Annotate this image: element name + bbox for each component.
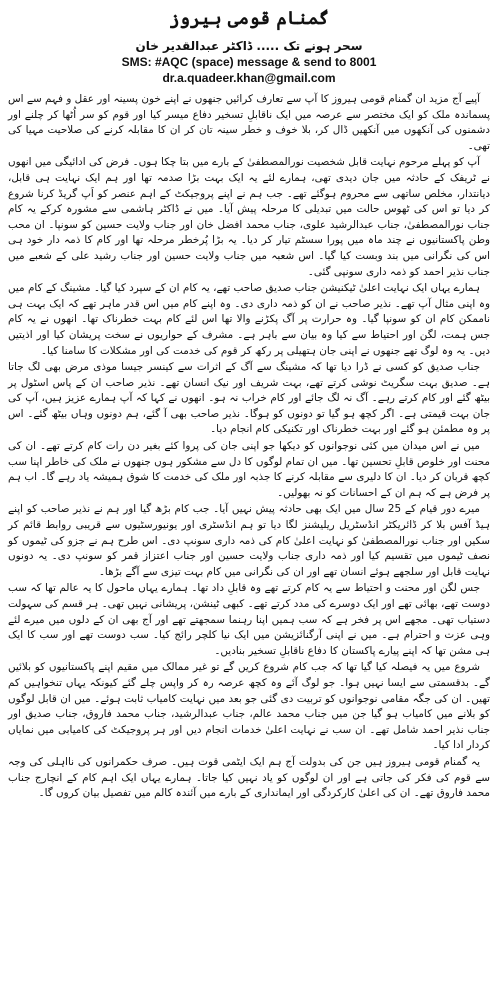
article-paragraph: شروع میں یہ فیصلہ کیا گیا تھا کہ جب کام شروع کریں گے تو غیر ممالک میں مقیم اپنے پاکستانیوں کو بلائیں گے۔ بدقسمتی سے ایسا نہیں ہوا۔ جو لوگ آئے وہ کچھ عرصہ رہ کر واپس چلے گئے کیونکہ یہاں تنخواہیں کم تھیں۔ ان کی جگہ مقامی نوجوانوں کو تربیت دی گئی جو بعد میں نہایت کامیاب ثابت ہوئے۔ میں ان قابل لوگوں کو بلانے میں کامیاب ہو گیا جن میں جناب محمد عالم، جناب عبدالرشید، جناب محمد فاروق، جناب صدیق اور جناب نذیر احمد شامل تھے۔ ان سب نے نہایت اعلیٰ خدمات انجام دیں اور ہر پروجیکٹ کی کامیابی میں نمایاں کردار ادا کیا۔	[8, 661, 490, 752]
article-paragraph: یہ گمنام قومی ہیروز ہیں جن کی بدولت آج ہم ایک ایٹمی قوت ہیں۔ صرف حکمرانوں کی نااہلی کی وجہ سے قوم کی فکر کی جاتی ہے اور ان لوگوں کو یاد نہیں کیا جاتا۔ ہمارے یہاں ایک اہم کام کے انچارج جناب محمد فاروق تھے۔ ان کی اعلیٰ کارکردگی اور ایمانداری کے بارے میں آئندہ کالم میں تفصیل بیان کروں گا۔	[8, 755, 490, 800]
sms-contact: SMS: #AQC (space) message & send to 8001	[121, 55, 377, 69]
email-contact: dr.a.quadeer.khan@gmail.com	[162, 71, 336, 85]
article-body	[8, 92, 490, 802]
article-paragraph: جناب صدیق کو کسی نے ڈرا دیا تھا کہ مشینگ سے آگ کے اثرات سے کینسر جیسا موذی مرض بھی لگ جاتا ہے۔ صدیق بہت سگریٹ نوشی کرتے تھے، بہت شریف اور نیک انسان تھے۔ نذیر صاحب ان کے پاس اسٹول پر بیٹھ گئے اور کام کرتے رہے۔ آگ نہ لگ جائے اور کام خراب نہ ہو۔ انھوں نے کہا کہ آپ ہمارے عزیز ہیں، آپ کی جان بہت قیمتی ہے۔ اگر کچھ ہو گیا تو دونوں کو ہوگا۔ نذیر صاحب بھی آ گئے، ہم دونوں وہاں بیٹھ گئے۔ اس پر وہ مطمئن ہو گئے اور بہت خطرناک اور تکنیکی کام انجام دیا۔	[8, 361, 490, 436]
article-paragraph: آپیے آج مزید ان گمنام قومی ہیروز کا آپ سے تعارف کرائیں جنھوں نے اپنے خون پسینہ اور عقل و فہم سے اس پسماندہ ملک کو ایک مختصر سے عرصہ میں ایک ناقابلِ تسخیر دفاع میسر کیا اور قوم کو سر اُٹھا کر چلنے اور دشمنوں کی آنکھوں میں آنکھیں ڈال کر، بلا خوف و خطر سینہ تان کر ان کا مقابلہ کرنے کی صلاحیت مہیا کی تھی۔	[8, 93, 490, 152]
article-byline: سحر ہونے تک ..... ڈاکٹر عبدالقدیر خان	[135, 39, 363, 53]
article-paragraph: ہمارے یہاں ایک نہایت اعلیٰ ٹیکنیشن جناب صدیق صاحب تھے، یہ کام ان کے سپرد کیا گیا۔ مشینگ کے کام میں وہ اپنی مثال آپ تھے۔ نذیر صاحب نے ان کو ذمہ داری دی۔ وہ اپنے کام میں اس قدر ماہر تھے کہ ایک بہت ہی ناممکن کام ان کو سونپا گیا۔ وہ حرارت پر آگ پکڑنے والا تھا اس لئے کام بہت خطرناک تھا۔ انھوں نے یہ کام جس ہمت، لگن اور احتیاط سے کیا وہ بیان سے باہر ہے۔ مشرف کے حواریوں نے سخت پریشان کیا اور اذیتیں دیں۔ یہ وہ لوگ تھے جنھوں نے اپنی جان ہتھیلی پر رکھ کر قوم کی خدمت کی اور مشکلات کا سامنا کیا۔	[8, 282, 490, 357]
article-paragraph: میرے دور قیام کے 25 سال میں ایک بھی حادثہ پیش نہیں آیا۔ جب کام بڑھ گیا اور ہم نے نذیر صاحب کو اپنے ہیڈ آفس بلا کر ڈائریکٹر انڈسٹریل ریلیشنز لگا دیا تو ہم انڈسٹری اور یونیورسٹیوں سے قریبی روابط قائم کر سکیں اور جناب نورالمصطفیٰ کو نہایت اعلیٰ کام کی ذمہ داری سونپ دی۔ اس طرح ہم نے جزو کی ٹیموں کو نصف ٹیموں میں تقسیم کیا اور ذمہ داری جناب ولایت حسین اور جناب اعتزاز قمر کو سونپ دی۔ یہ دونوں نہایت قابل اور سلجھے ہوئے انسان تھے اور ان کی نگرانی میں کام بہت تیزی سے آگے بڑھا۔	[8, 503, 490, 578]
article-paragraph: جس لگن اور محنت و احتیاط سے یہ کام کرتے تھے وہ قابلِ داد تھا۔ ہمارے یہاں ماحول کا یہ عالم تھا کہ سب دوست تھے، بھائی تھے اور ایک دوسرے کی مدد کرتے تھے۔ کبھی ٹینشن، پریشانی نہیں تھی۔ ہر قسم کی سہولت دستیاب تھی۔ مجھے اس پر فخر ہے کہ سب ہمیں اپنا رہنما سمجھتے تھے اور آج بھی ان کے دلوں میں میرے لئے وہی عزت و احترام ہے۔ میں نے اپنی آرگنائزیشن میں ایک نیا کلچر رائج کیا۔ سب دوست تھے اور سب کا ایک ہی مشن تھا کہ اپنے پیارے پاکستان کا دفاع ناقابلِ تسخیر بنادیں۔	[8, 582, 490, 657]
article-paragraph: آپ کو پہلے مرحوم نہایت قابل شخصیت نورالمصطفیٰ کے بارے میں بتا چکا ہوں۔ فرض کی ادائیگی میں انھوں نے ٹریفک کے حادثہ میں جان دیدی تھی، ہمارے لئے یہ ایک بہت بڑا صدمہ تھا اور ہم ایک نہایت ہی قابل، دیانتدار، مخلص ساتھی سے محروم ہوگئے تھے۔ جب ہم نے اپنے پروجیکٹ کے اہم عنصر کو اَپ گریڈ کرنا شروع کر دیا تو اس کی ٹھوس حالت میں تبدیلی کا مرحلہ پیش آیا۔ میں نے ڈاکٹر ہاشمی سے مشورہ کرکے یہ کام جناب نورالمصطفیٰ، جناب عبدالرشید علوی، جناب محمد افضل خان اور جناب ولایت حسین کو سونپا۔ ان محب وطن پاکستانیوں نے چند ماہ میں پورا سسٹم تیار کر دیا۔ یہ بڑا پُرخطر مرحلہ تھا اور کام کا ذمہ دار خود ہی اس کی نگرانی میں بند وبست کیا گیا۔ اس شعبہ میں جناب ولایت حسین اور جناب رشید علی کے شعبے میں جناب نذیر احمد کو ذمہ داری سونپی گئی۔	[8, 156, 490, 278]
article-headline: گمنام قومی ہیروز	[168, 8, 330, 29]
article-paragraph: میں نے اس میدان میں کئی نوجوانوں کو دیکھا جو اپنی جان کی پروا کئے بغیر دن رات کام کرتے تھے۔ ان کی محنت اور خلوص قابلِ تحسین تھا۔ میں ان تمام لوگوں کا دل سے مشکور ہوں جنھوں نے ملک کی خاطر اپنا سب کچھ قربان کر دیا۔ ان کا دلیری سے مقابلہ کرنے کا جذبہ اور ملک کی خدمت کا شوق ہمیشہ یاد رہے گا۔ اب ہم پر فرض ہے کہ ہم ان کے احسانات کو نہ بھولیں۔	[8, 440, 490, 499]
